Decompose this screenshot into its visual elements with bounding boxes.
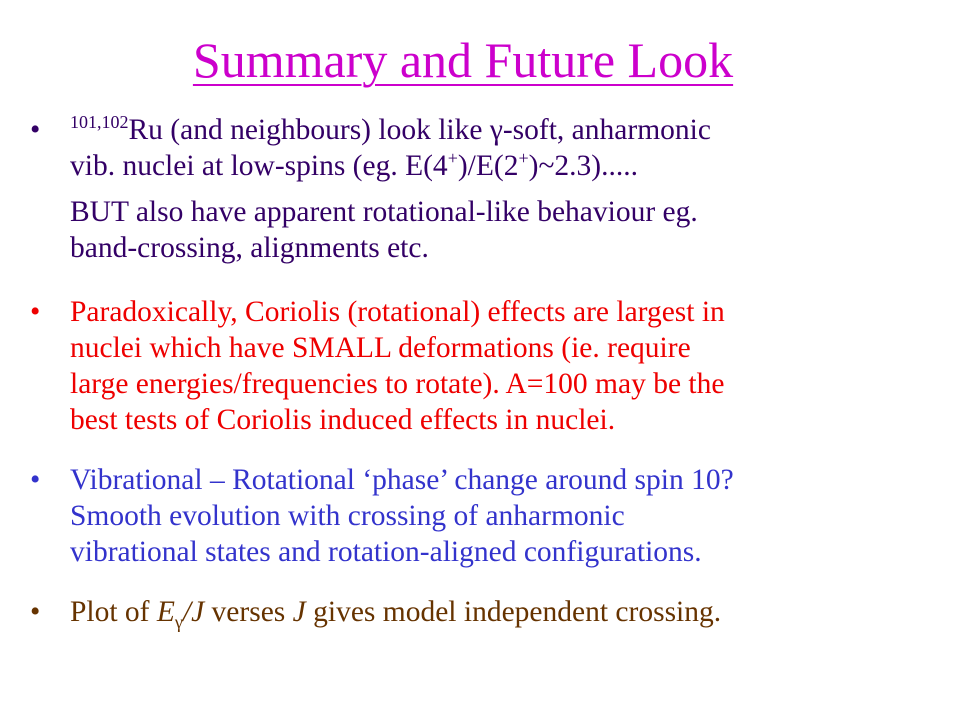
b1-line-1-text: Ru (and neighbours) look like γ-soft, anharmonic <box>128 114 711 146</box>
b4-verses: verses <box>204 596 293 628</box>
b3-line-2: Smooth evolution with crossing of anharmonic <box>70 500 625 532</box>
b2-line-1: Paradoxically, Coriolis (rotational) effects are largest in <box>70 296 725 328</box>
bullet-marker: • <box>30 296 41 328</box>
b1-line-1 <box>70 112 930 148</box>
bullet-coriolis <box>30 294 930 444</box>
b4-suffix: gives model independent crossing. <box>305 596 722 628</box>
b1-line-4: band-crossing, alignments etc. <box>70 232 429 264</box>
bullet-marker: • <box>30 464 41 496</box>
bullet-phase-text <box>70 462 930 570</box>
b4-slash: / <box>182 596 192 628</box>
b1-line-2-sup1: + <box>447 148 458 169</box>
b4-energy-symbol: E <box>156 596 175 628</box>
bullet-ru-text <box>70 112 930 266</box>
b3-line-1: Vibrational – Rotational ‘phase’ change around spin 10? <box>70 464 734 496</box>
bullet-plot-text <box>70 594 930 630</box>
b1-line-3: BUT also have apparent rotational-like behaviour eg. <box>70 196 698 228</box>
b2-line-4: best tests of Coriolis induced effects in nuclei. <box>70 404 616 436</box>
b1-line-2-sup2: + <box>518 148 529 169</box>
b4-j-symbol-1: J <box>191 596 205 628</box>
bullet-coriolis-text <box>70 294 930 438</box>
b4-prefix: Plot of <box>70 596 157 628</box>
b3-line-3: vibrational states and rotation-aligned configurations. <box>70 536 702 568</box>
b4-gamma-subscript: γ <box>174 611 183 632</box>
b1-line-2-b: )/E(2 <box>457 150 519 182</box>
isotope-mass-superscript: 101,102 <box>70 112 129 133</box>
slide-title: Summary and Future Look <box>192 32 734 88</box>
b1-line-2-a: vib. nuclei at low-spins (eg. E(4 <box>70 150 448 182</box>
b1-line-2 <box>70 148 930 184</box>
b4-line-1 <box>70 594 930 630</box>
b1-line-2-c: )~2.3)..... <box>528 150 638 182</box>
b2-line-3: large energies/frequencies to rotate). A=100 may be the <box>70 368 725 400</box>
bullet-plot <box>30 594 930 634</box>
b4-j-symbol-2: J <box>292 596 306 628</box>
bullet-marker: • <box>30 596 41 628</box>
bullet-phase-change <box>30 462 930 574</box>
b2-line-2: nuclei which have SMALL deformations (ie. require <box>70 332 691 364</box>
bullet-ru-anharmonic <box>30 112 930 282</box>
bullet-marker: • <box>30 114 41 146</box>
